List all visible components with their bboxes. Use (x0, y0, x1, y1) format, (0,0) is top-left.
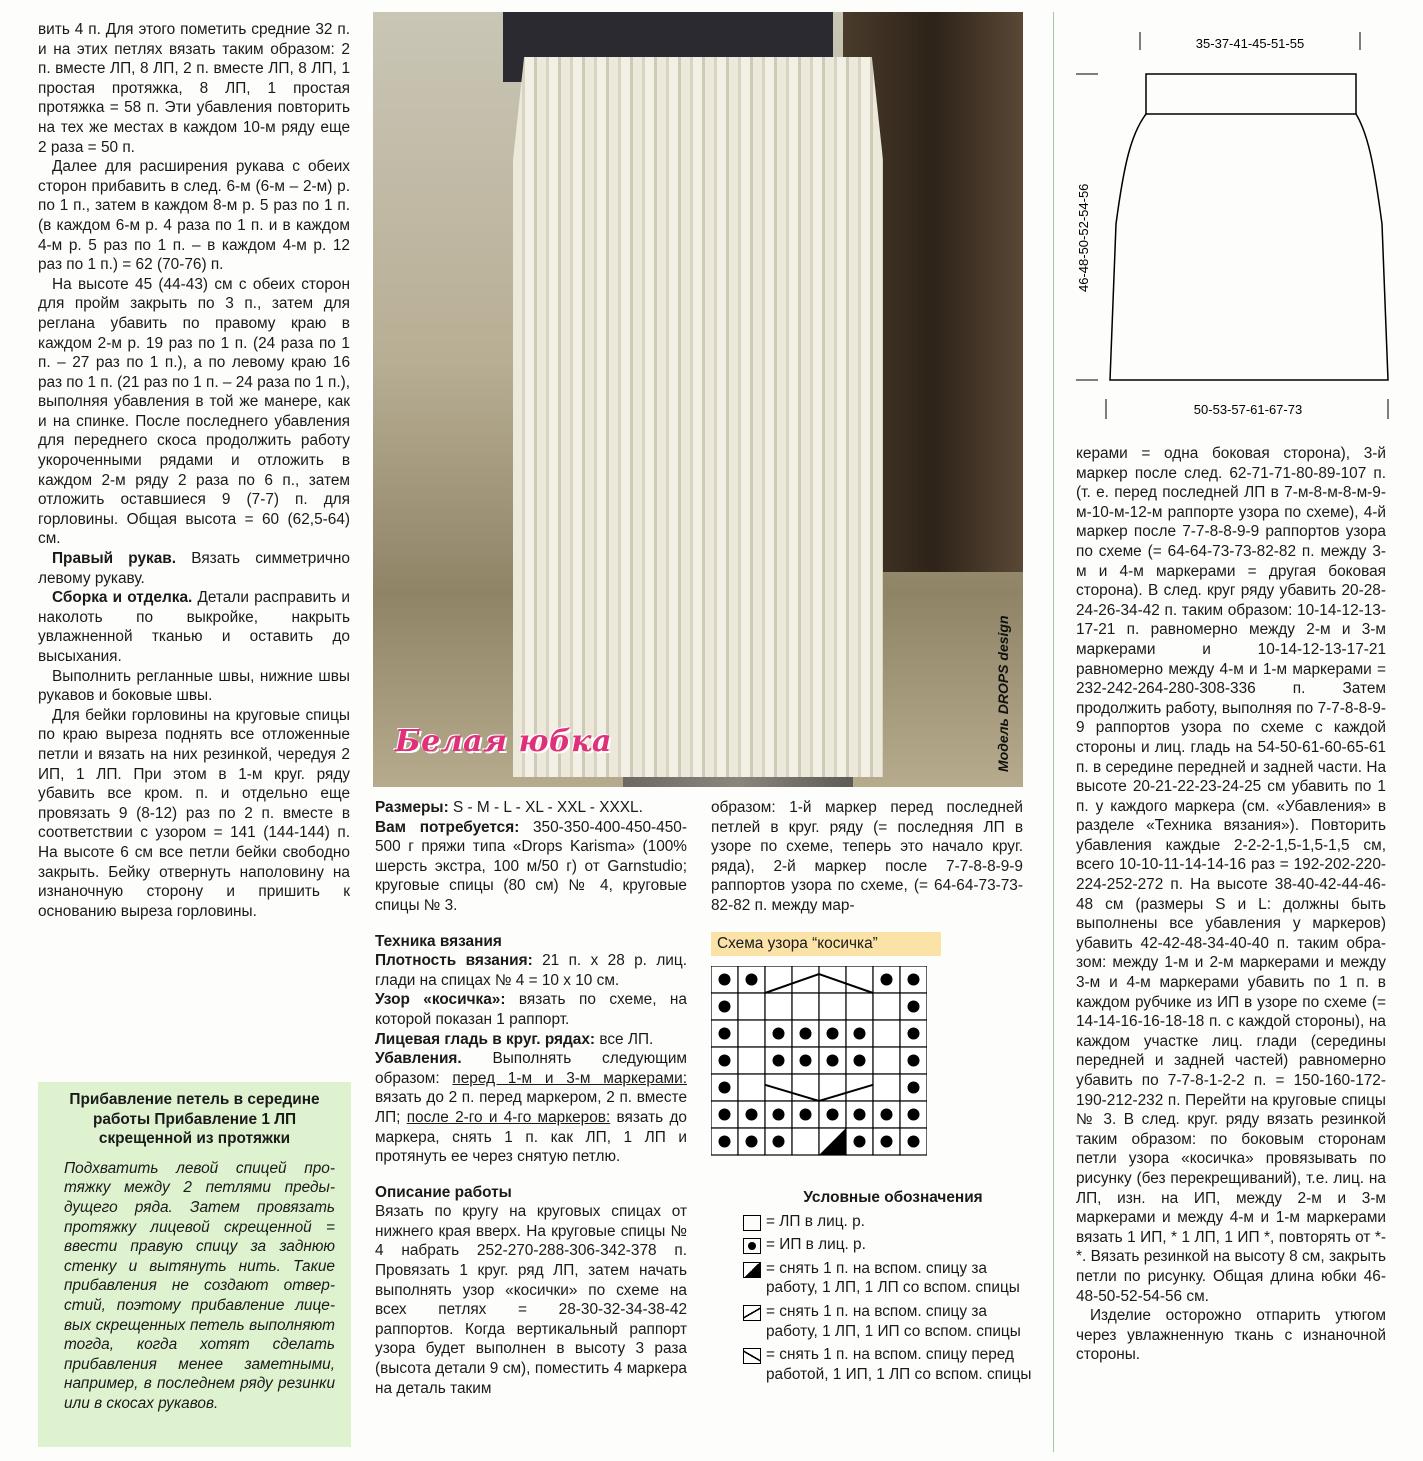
column-2 (375, 798, 687, 1398)
stockinette-text: все ЛП. (595, 1030, 654, 1048)
col4-para-1: керами = одна боковая сторона), 3-й маркер после след. 62-71-71-80-89-107 п. (т. е. перед последней ЛП в 7-м-8-м-8-м-9-м-10-м-12-м раппорте узора по схеме), 4-й маркер после 7-7-8-8-9-9 раппортов узора по схеме (= 64-64-73-73-82-82 п. между 3-м и 4-м маркерами = другая боковая сторона). В след. круг ряду убавить 20-28-24-26-34-42 п. таким образом: 10-14-12-13-17-21 п. равномерно между 2-м и 3-м маркерами и 10-14-12-13-17-21 равномерно между 4-м и 1-м маркерами = 232-242-264-280-308-336 п. Затем продолжить работу, выполняя по 7-7-8-8-9-9 раппортов узора по схеме с каждой стороны и лиц. гладь на 54-50-61-60-65-61 п. в середине передней и задней части. На высоте 20-21-22-23-24-25 см убавить по 1 п. у каждого маркера (см. «Убавления» в разделе «Техника вязания»). Повторить убавления каждые 2-2-2-1,5-1,5-1,5 см, всего 10-10-11-14-14-16 раз = 192-202-220-224-252-272 п. На высоте 38-40-42-44-46-48 см (размеры S и L: должны быть выполнены все убавления у маркеров) убавить 42-42-48-34-40-40 п. таким образом: между 1-м и 2-м маркерами и между 3-м и 4-м маркерами убавить по 1 п. в каждом рубчике из ИП в узоре по схеме (= 14-14-16-16-18-18 п. с каждой стороны), на каждом участке лиц. глади (середины передней и задней частей) равномерно убавить по 7-7-8-1-2-2 п. = 150-160-172-190-212-232 п. Перейти на круговые спицы № 3. В след. круг. ряду вязать резинкой таким образом: по боковым сторонам петли узора «косичка» провязывать по рисунку (без перекрещиваний), т.е. лиц. на ЛП, изн. на ИП, между 2-м и 3-м маркерами и между 4-м и 1-м маркерами вязать 1 ИП, * 1 ЛП, 1 ИП *, повторять от *-*. Вязать резинкой на высоту 8 см, закрыть петли по рисунку. Общая длина юбки 46-48-50-52-54-56 см. (1076, 445, 1386, 1305)
right-sleeve-heading: Правый рукав. (52, 550, 177, 568)
chart-cell (846, 993, 873, 1020)
purl-dot (854, 1109, 866, 1121)
cable-text: вязать по схеме, на которой показан 1 раппорт. (375, 991, 687, 1028)
purl-dot (800, 1028, 812, 1040)
sizes-text: S - M - L - XL - XXL - XXXL. (448, 799, 643, 816)
assembly-heading: Сборка и отделка. (52, 589, 193, 607)
skirt-pattern-diagram (1076, 24, 1416, 424)
purl-dot (908, 1001, 920, 1013)
assembly-text: Детали расправить и наколоть по выкройке, накрыть увлажненной тканью и оставить до высыхания. (38, 589, 350, 665)
chart-cell (873, 1020, 900, 1047)
materials (375, 818, 687, 916)
chart-cell (765, 1074, 792, 1101)
cross-left-knit-icon (743, 1262, 761, 1278)
purl-dot (908, 1109, 920, 1121)
purl-dot (719, 1082, 731, 1094)
purl-dot (908, 1136, 920, 1148)
knit-symbol-icon (743, 1215, 761, 1231)
col1-right-sleeve (38, 549, 350, 588)
work-description-heading-text: Описание работы (375, 1183, 512, 1201)
column-4 (1076, 444, 1386, 1365)
skirt-photo (373, 12, 1023, 787)
legend-text-purl: = ИП в лиц. р. (766, 1236, 866, 1254)
legend-item-cross-1 (743, 1259, 1043, 1298)
purl-dot (854, 1028, 866, 1040)
photo-credit: Модель DROPS design (995, 615, 1011, 772)
chart-cell (792, 993, 819, 1020)
purl-dot (827, 1028, 839, 1040)
legend-title: Условные обозначения (803, 1189, 983, 1206)
purl-dot (800, 1055, 812, 1067)
purl-dot (827, 1109, 839, 1121)
stockinette (375, 1030, 687, 1050)
purl-dot (908, 974, 920, 986)
density-heading: Плотность вязания: (375, 952, 533, 970)
chart-cell (873, 993, 900, 1020)
purl-dot (800, 1109, 812, 1121)
col1-para-3: На высоте 45 (44-43) см с обеих сторон для пройм закрыть по 3 п., затем для реглана убавить по правому краю в каждом 2-м р. 19 раз по 1 п. (24 раза по 1 п. – 27 раз по 1 п.), а по левому краю 16 раз по 1 п. (21 раз по 1 п. – 24 раза по 1 п.), выполняя убавления в той же манере, как и на спинке. После последнего убавления для переднего скоса продолжить работу укороченными рядами и отложить в каждом 2-м ряду 2 раза по 6 п., затем отложить оставшиеся 9 (7-7) п. для горловины. Общая высота = 60 (62,5-64) см. (38, 275, 350, 548)
technique-heading (375, 932, 687, 952)
materials-heading: Вам потребуется: (375, 818, 520, 836)
col1-para-4: Выполнить регланные швы, нижние швы рукавов и боковые швы. (38, 667, 350, 705)
decreases-text-a: Выполнять следующим образом: (375, 1050, 687, 1087)
chart-cell (738, 1020, 765, 1047)
column-divider (1053, 12, 1054, 1452)
chart-cell (873, 1074, 900, 1101)
legend-item-cross-3 (743, 1345, 1043, 1384)
cable-chart (711, 966, 927, 1164)
purl-dot (773, 1055, 785, 1067)
density-text: 21 п. х 28 р. лиц. глади на спицах № 4 = 10 х 10 см. (375, 952, 687, 989)
purl-dot (719, 974, 731, 986)
decreases-text-b: вязать до 2 п. перед маркером, 2 п. вместе ЛП; (375, 1089, 687, 1126)
purl-dot (908, 1055, 920, 1067)
legend-item-purl (743, 1235, 1043, 1255)
cross-left-purl-icon (743, 1305, 761, 1321)
purl-dot (827, 1055, 839, 1067)
col1-assembly (38, 588, 350, 666)
col4-para-2: Изделие осторожно отпарить утюгом через увлажненную ткань с изнаночной стороны. (1076, 1307, 1386, 1364)
legend-text-cross-1: = снять 1 п. на вспом. спицу за работу, 1 ЛП, 1 ЛП со вспом. спицы (766, 1259, 1020, 1297)
purl-dot (773, 1109, 785, 1121)
purl-dot (881, 1109, 893, 1121)
purl-dot (773, 1028, 785, 1040)
purl-dot (773, 1136, 785, 1148)
purl-dot (881, 1136, 893, 1148)
chart-cell (792, 1128, 819, 1155)
chart-cell (738, 993, 765, 1020)
density (375, 951, 687, 990)
technique-heading-text: Техника вязания (375, 932, 502, 950)
top-width-label: 35-37-41-45-51-55 (1195, 36, 1305, 51)
purl-dot (719, 1109, 731, 1121)
materials-text: 350-350-400-450-450-500 г пряжи типа «Drops Karisma» (100% шерсть экстра, 100 м/50 г) от Garnstudio; круговые спицы (80 см) № 4, круговые спицы № 3. (375, 818, 687, 914)
cross-right-purl-icon (743, 1348, 761, 1364)
chart-cell (738, 1074, 765, 1101)
chart-cell (873, 1047, 900, 1074)
cable-pattern (375, 990, 687, 1029)
col1-para-2: Далее для расширения рукава с обеих сторон прибавить в след. 6-м (6-м – 2-м) р. по 1 п., затем в каждом 8-м р. 5 раз по 1 п. (в каждом 6-м р. 4 раза по 1 п. и в каждом 4-м р. 5 раз по 1 п. – в каждом 4-м р. 12 раз по 1 п.) = 62 (70-76) п. (38, 158, 350, 274)
knitted-skirt (513, 57, 883, 777)
tip-sidebar (38, 1082, 351, 1447)
purl-dot (719, 1136, 731, 1148)
chart-cell (765, 993, 792, 1020)
purl-dot (854, 1136, 866, 1148)
col1-para-1: вить 4 п. Для этого пометить средние 32 п. и на этих петлях вязать таким образом: 2 п. вместе ЛП, 8 ЛП, 2 п. вместе ЛП, 8 ЛП, 1 простая протяжка, 8 ЛП, 1 простая протяжка = 58 п. Эти убавления повторить на тех же местах в каждом 10-м ряду еще 2 раза = 50 п. (38, 21, 350, 156)
tip-title: Прибавление петель в середине работы Прибавление 1 ЛП скрещенной из протяжки (69, 1091, 320, 1148)
schema-title: Схема узора “косичка” (711, 932, 941, 956)
decreases-underline-2: после 2-го и 4-го маркеров: (406, 1108, 611, 1126)
col1-para-5: Для бейки горловины на круговые спицы по краю выреза поднять все отложенные петли и вязать на них резинкой, чередуя 2 ИП, 1 ЛП. При этом в 1-м круг. ряду убавить все кром. п. и отдельно еще провязать 9 (8-12) раз по 2 п. вместе в соответствии с узором = 141 (144-144) п. На высоте 6 см все петли бейки свободно закрыть. Бейку отвернуть наполовину на изнаночную сторону и пришить к основанию выреза горловины. (38, 706, 350, 920)
decreases (375, 1049, 687, 1167)
purl-symbol-icon (743, 1238, 761, 1254)
column-1 (38, 20, 350, 921)
decreases-text-c: вязать до маркера, снять 1 п. как ЛП, 1 ЛП и протянуть ее через снятую петлю. (375, 1108, 687, 1166)
work-description: Вязать по кругу на круговых спицах от нижнего края вверх. На круговые спицы № 4 набрать 252-270-288-306-342-378 п. Провязать 1 круг. ряд ЛП, затем начать выполнять узор «косички» по схеме на всех петлях = 28-30-32-34-38-42 раппортов. Когда вертикальный раппорт узора будет выполнен в высоту 3 раза (высота детали 9 см), поместить 4 маркера на деталь таким (375, 1203, 687, 1397)
legend-item-knit (743, 1212, 1043, 1232)
purl-dot (746, 1109, 758, 1121)
purl-dot (746, 1136, 758, 1148)
photo-title: Белая юбка (395, 724, 612, 759)
decreases-underline-1: перед 1-м и 3-м маркерами: (452, 1069, 687, 1087)
purl-dot (908, 1028, 920, 1040)
length-label: 46-48-50-52-54-56 (1076, 183, 1091, 292)
col3-text: образом: 1-й маркер перед последней петлей в круг. ряду (= последняя ЛП в узоре по схеме, теперь это начало круг. ряда), 2-й маркер после 7-7-8-8-9-9 раппортов узора по схеме, (= 64-64-73-73-82-82 п. между мар- (711, 799, 1023, 914)
decreases-heading: Убавления. (375, 1050, 462, 1068)
tip-text: Подхватить левой спицей протяжку между 2 петлями предыдущего ряда. Затем провязать протяжку лицевой скрещенной = ввести правую спицу за заднюю стенку и вытянуть нить. Такие прибавления не создают отверстий, поэтому прибавление лицевых скрещенных петель выполняют тогда, когда хотят сделать прибавления менее заметными, например, в последнем ряду резинки или в скосах рукавов. (64, 1159, 335, 1412)
purl-dot (746, 974, 758, 986)
purl-dot (881, 974, 893, 986)
cable-heading: Узор «косичка»: (375, 991, 506, 1009)
purl-dot (854, 1055, 866, 1067)
legend-item-cross-2 (743, 1302, 1043, 1341)
legend (743, 1188, 1043, 1388)
work-description-heading (375, 1183, 687, 1203)
purl-dot (908, 1082, 920, 1094)
sizes (375, 798, 687, 818)
chart-cell (846, 1074, 873, 1101)
legend-text-cross-3: = снять 1 п. на вспом. спицу перед работой, 1 ИП, 1 ЛП со вспом. спицы (766, 1346, 1032, 1383)
legend-text-knit: = ЛП в лиц. р. (766, 1212, 865, 1230)
legend-text-cross-2: = снять 1 п. на вспом. спицу за работу, 1 ЛП, 1 ИП со вспом. спицы (766, 1302, 1021, 1340)
sizes-heading: Размеры: (375, 799, 449, 816)
purl-dot (719, 1055, 731, 1067)
stockinette-heading: Лицевая гладь в круг. рядах: (375, 1030, 596, 1048)
purl-dot (719, 1001, 731, 1013)
right-sleeve-text: Вязать симметрично левому рукаву. (38, 550, 350, 587)
purl-dot (719, 1028, 731, 1040)
bottom-width-label: 50-53-57-61-67-73 (1193, 402, 1303, 417)
chart-cell (819, 993, 846, 1020)
column-3 (711, 798, 1023, 916)
chart-cell (738, 1047, 765, 1074)
